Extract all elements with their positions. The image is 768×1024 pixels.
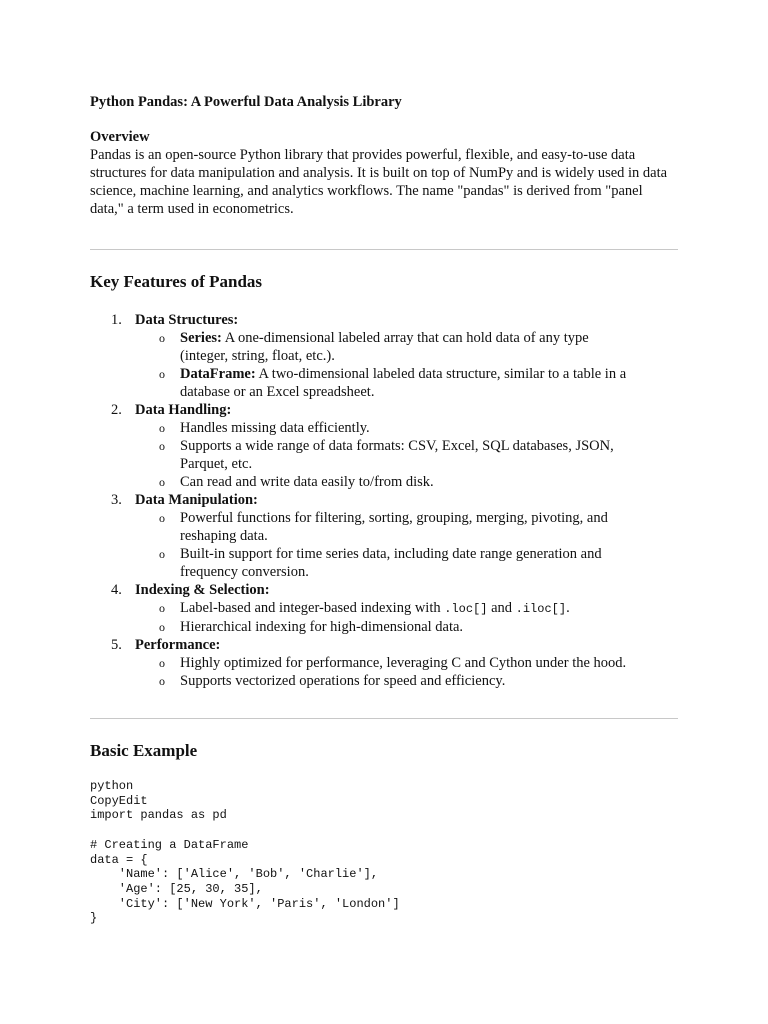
feature-label: Data Handling: <box>135 402 232 418</box>
feature-subitem <box>135 509 630 545</box>
feature-item <box>90 311 678 401</box>
subitem-text: . <box>566 600 570 616</box>
circle-bullet-icon: o <box>159 674 165 688</box>
subitem-text: Built-in support for time series data, including date range generation and frequency conversion. <box>180 546 602 580</box>
subitem-text: Highly optimized for performance, leveraging C and Cython under the hood. <box>180 655 627 671</box>
circle-bullet-icon: o <box>159 421 165 435</box>
feature-number: 1. <box>111 312 122 328</box>
document-page <box>90 93 678 926</box>
feature-label: Data Structures: <box>135 312 239 328</box>
term-description: A one-dimensional labeled array that can hold data of any type (integer, string, float, etc.). <box>180 330 589 364</box>
overview-paragraph: Pandas is an open-source Python library that provides powerful, flexible, and easy-to-use data structures for data manipulation and analysis. It is built on top of NumPy and is widely used in data science, machine learning, and analytics workflows. The name "pandas" is derived from "panel data," a term used in econometrics. <box>90 147 668 217</box>
circle-bullet-icon: o <box>159 620 165 634</box>
circle-bullet-icon: o <box>159 475 165 489</box>
feature-number: 2. <box>111 402 122 418</box>
subitem-text: Can read and write data easily to/from disk. <box>180 474 434 490</box>
circle-bullet-icon: o <box>159 367 165 381</box>
feature-sublist <box>135 509 678 581</box>
feature-label: Data Manipulation: <box>135 492 258 508</box>
inline-code: .iloc[] <box>515 602 567 616</box>
feature-subitem <box>135 419 630 437</box>
circle-bullet-icon: o <box>159 547 165 561</box>
circle-bullet-icon: o <box>159 439 165 453</box>
feature-subitem <box>135 672 630 690</box>
feature-subitem <box>135 365 630 401</box>
example-heading: Basic Example <box>90 741 198 760</box>
subitem-text: Hierarchical indexing for high-dimensional data. <box>180 619 464 635</box>
feature-subitem <box>135 329 630 365</box>
section-divider <box>90 718 678 719</box>
code-block: python CopyEdit import pandas as pd # Creating a DataFrame data = { 'Name': ['Alice', 'Bob', 'Charlie'], 'Age': [25, 30, 35], 'City': ['New York', 'Paris', 'London'] } <box>90 779 400 926</box>
inline-code: .loc[] <box>444 602 488 616</box>
subitem-text: Supports vectorized operations for speed and efficiency. <box>180 673 506 689</box>
section-divider <box>90 249 678 250</box>
circle-bullet-icon: o <box>159 511 165 525</box>
term-label: Series: <box>180 330 222 346</box>
features-heading: Key Features of Pandas <box>90 272 263 291</box>
features-list <box>90 311 678 690</box>
feature-number: 3. <box>111 492 122 508</box>
feature-sublist <box>135 419 678 491</box>
term-description: A two-dimensional labeled data structure, similar to a table in a database or an Excel spreadsheet. <box>180 366 627 400</box>
feature-subitem <box>135 545 630 581</box>
document-title: Python Pandas: A Powerful Data Analysis Library <box>90 94 402 110</box>
feature-subitem <box>135 437 630 473</box>
feature-item <box>90 636 678 690</box>
circle-bullet-icon: o <box>159 601 165 615</box>
feature-subitem <box>135 618 630 636</box>
circle-bullet-icon: o <box>159 656 165 670</box>
subitem-text: Powerful functions for filtering, sorting, grouping, merging, pivoting, and reshaping data. <box>180 510 608 544</box>
circle-bullet-icon: o <box>159 331 165 345</box>
feature-number: 5. <box>111 637 122 653</box>
feature-sublist <box>135 599 678 636</box>
subitem-text: Handles missing data efficiently. <box>180 420 370 436</box>
feature-label: Indexing & Selection: <box>135 582 270 598</box>
overview-heading: Overview <box>90 129 150 145</box>
feature-sublist <box>135 329 678 401</box>
subitem-text: and <box>487 600 516 616</box>
feature-item <box>90 581 678 636</box>
feature-subitem <box>135 473 630 491</box>
feature-item <box>90 401 678 491</box>
feature-subitem <box>135 654 630 672</box>
feature-item <box>90 491 678 581</box>
feature-subitem <box>135 599 630 618</box>
feature-label: Performance: <box>135 637 221 653</box>
feature-sublist <box>135 654 678 690</box>
feature-number: 4. <box>111 582 122 598</box>
term-label: DataFrame: <box>180 366 256 382</box>
subitem-text: Label-based and integer-based indexing with <box>180 600 445 616</box>
subitem-text: Supports a wide range of data formats: CSV, Excel, SQL databases, JSON, Parquet, etc. <box>180 438 614 472</box>
